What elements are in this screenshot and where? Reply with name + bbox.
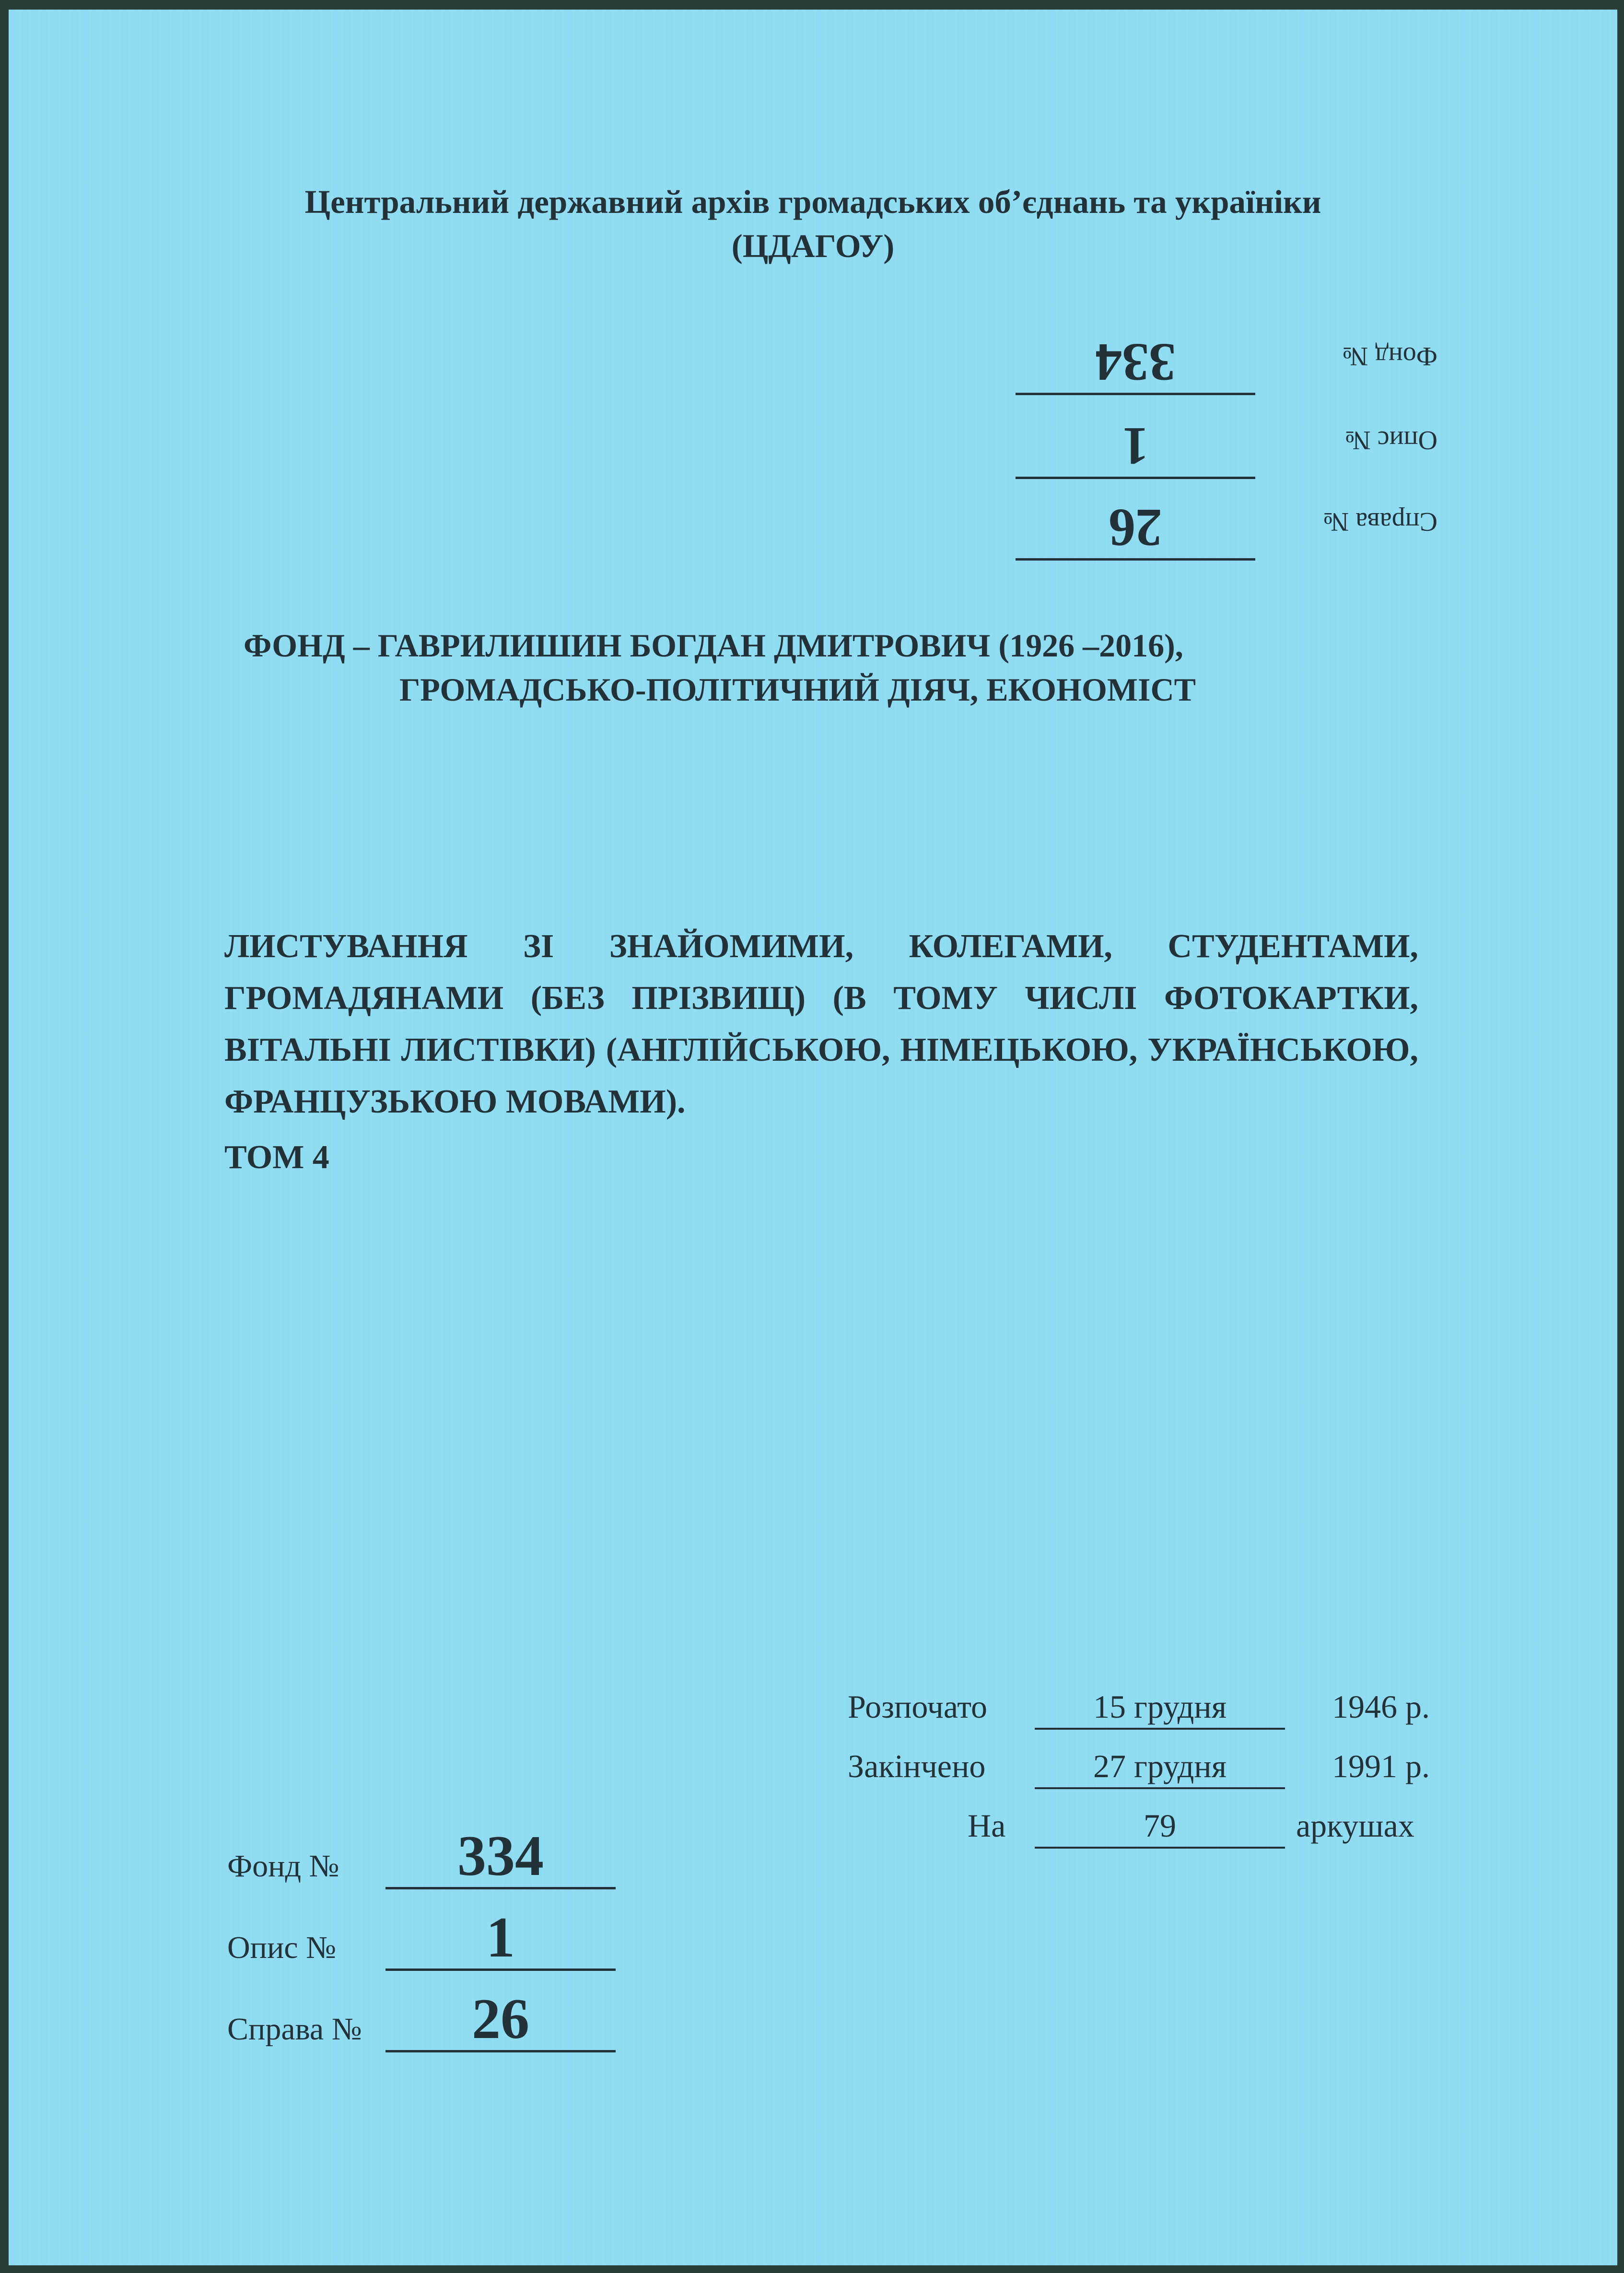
inverted-fund-row <box>1006 328 1437 391</box>
archive-file-cover <box>9 10 1617 2265</box>
fund-title-line-2: ГРОМАДСЬКО-ПОЛІТИЧНИЙ ДІЯЧ, ЕКОНОМІСТ <box>399 671 1196 708</box>
case-label: Справа № <box>227 2012 362 2047</box>
sheets-row <box>824 1807 1447 1866</box>
case-row <box>227 1976 620 2057</box>
fund-row <box>227 1813 620 1894</box>
sheets-label: На <box>968 1807 1006 1844</box>
inverted-inventory-row <box>1006 412 1437 475</box>
inverted-case-label: Справа № <box>1323 507 1437 537</box>
fund-title <box>244 623 1404 712</box>
finished-year: 1991 р. <box>1332 1748 1430 1784</box>
fund-label: Фонд № <box>227 1849 339 1884</box>
finished-value: 27 грудня <box>1035 1747 1285 1789</box>
case-volume: ТОМ 4 <box>224 1139 329 1176</box>
inverted-case-row <box>1006 494 1437 556</box>
inverted-fund-label: Фонд № <box>1342 341 1437 371</box>
inverted-fund-value: 334 <box>1016 335 1255 395</box>
inventory-value: 1 <box>386 1906 616 1971</box>
case-title: ЛИСТУВАННЯ ЗІ ЗНАЙОМИМИ, КОЛЕГАМИ, СТУДЕНТАМИ, ГРОМАДЯНАМИ (БЕЗ ПРІЗВИЩ) (В ТОМУ ЧИСЛІ ФОТОКАРТКИ, ВІТАЛЬНІ ЛИСТІВКИ) (АНГЛІЙСЬКОЮ, НІМЕЦЬКОЮ, УКРАЇНСЬКОЮ, ФРАНЦУЗЬКОЮ МОВАМИ). <box>224 928 1418 1120</box>
case-value: 26 <box>386 1988 616 2052</box>
inverted-reference-block <box>1006 307 1437 556</box>
finished-label: Закінчено <box>848 1748 986 1784</box>
started-year: 1946 р. <box>1332 1688 1430 1725</box>
started-label: Розпочато <box>848 1688 988 1725</box>
inventory-row <box>227 1894 620 1976</box>
fund-value: 334 <box>386 1825 616 1889</box>
archive-header <box>9 180 1617 268</box>
inverted-inventory-value: 1 <box>1016 419 1255 479</box>
started-row <box>824 1688 1447 1747</box>
archive-name: Центральний державний архів громадських об’єднань та україніки <box>304 184 1321 220</box>
archive-abbreviation: (ЦДАГОУ) <box>731 228 895 264</box>
inverted-case-value: 26 <box>1016 501 1255 561</box>
inventory-label: Опис № <box>227 1930 337 1965</box>
reference-codes-block <box>227 1813 620 2057</box>
sheets-suffix: аркушах <box>1296 1807 1414 1844</box>
date-range-block <box>824 1688 1447 1866</box>
started-value: 15 грудня <box>1035 1688 1285 1730</box>
finished-row <box>824 1747 1447 1807</box>
fund-title-line-1: ФОНД – ГАВРИЛИШИН БОГДАН ДМИТРОВИЧ (1926 –2016), <box>244 627 1183 664</box>
inverted-inventory-label: Опис № <box>1345 425 1437 455</box>
sheets-value: 79 <box>1035 1807 1285 1849</box>
